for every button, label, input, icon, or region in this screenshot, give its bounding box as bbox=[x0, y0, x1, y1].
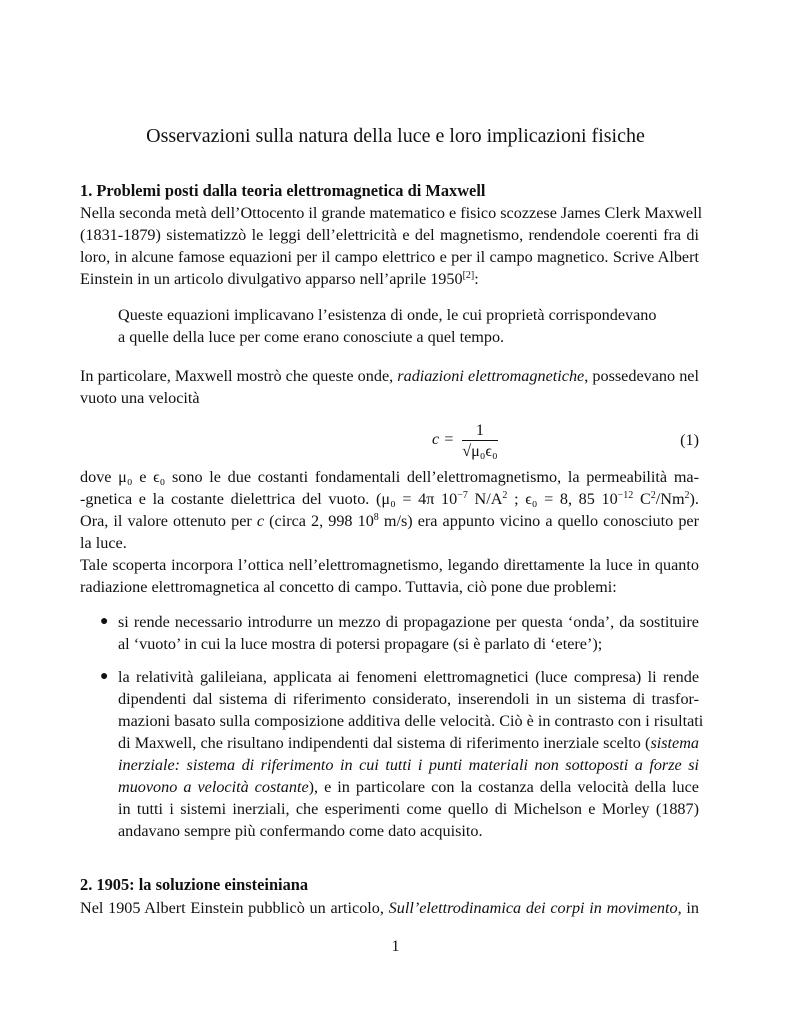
text-fragment: (circa 2, 998 10 bbox=[264, 512, 374, 530]
exponent: 8 bbox=[373, 512, 379, 523]
text-line: la relatività galileiana, applicata ai fenomeni elettromagnetici (luce compresa) li rende bbox=[118, 668, 699, 686]
exponent: −7 bbox=[457, 490, 468, 501]
text-fragment: di Maxwell, che risultano indipendenti dal sistema di riferimento inerziale scelto ( bbox=[118, 734, 651, 752]
text-line: Tale scoperta incorpora l’ottica nell’elettromagnetismo, legando direttamente la luce in quanto bbox=[80, 556, 699, 574]
text-line bbox=[80, 268, 699, 290]
section-2-heading: 2. 1905: la soluzione einsteiniana bbox=[80, 875, 309, 894]
emphasis: muovono a velocità costante bbox=[118, 778, 309, 796]
text-fragment: ). bbox=[689, 490, 699, 508]
text-line bbox=[80, 897, 699, 919]
fraction-numerator: 1 bbox=[462, 420, 497, 441]
equation-lhs: c = bbox=[432, 430, 455, 449]
exponent: 2 bbox=[684, 490, 690, 501]
text-line: dipendenti dal sistema di riferimento considerato, inserendoli in un sistema di trasfor- bbox=[118, 690, 699, 708]
text-fragment: Ora, il valore ottenuto per bbox=[80, 512, 257, 530]
text-line: si rende necessario introdurre un mezzo di propagazione per questa ‘onda’, da sostituire bbox=[118, 613, 699, 631]
text-line bbox=[118, 754, 699, 776]
fraction-denominator: √μ₀ϵ₀ bbox=[462, 442, 498, 460]
bullet-icon: ● bbox=[100, 669, 109, 684]
text-line bbox=[80, 365, 699, 387]
text-fragment: -gnetica e la costante dielettrica del vuoto. (μ₀ = 4π 10 bbox=[80, 490, 458, 508]
text-line bbox=[118, 732, 699, 754]
emphasis: sistema bbox=[650, 734, 699, 752]
emphasis: radiazioni elettromagnetiche bbox=[397, 367, 585, 385]
exponent: −12 bbox=[617, 490, 634, 501]
text-line bbox=[80, 488, 699, 510]
text-fragment: Nel 1905 Albert Einstein pubblicò un articolo, bbox=[80, 899, 389, 917]
text-fragment: In particolare, Maxwell mostrò che queste onde, bbox=[80, 367, 398, 385]
paragraph-intro bbox=[80, 202, 703, 290]
text-fragment: ), e in particolare con la costanza della velocità della luce bbox=[308, 778, 699, 796]
text-line: andavano sempre più confermando come dato acquisito. bbox=[118, 822, 483, 840]
citation-ref[interactable]: [2] bbox=[462, 270, 475, 281]
quote-line: Queste equazioni implicavano l’esistenza di onde, le cui proprietà corrispondevano bbox=[118, 306, 657, 324]
text-fragment: m/s) era appunto vicino a quello conosciuto per bbox=[378, 512, 699, 530]
paragraph-einstein bbox=[80, 897, 699, 919]
fraction bbox=[462, 420, 497, 461]
text-line: radiazione elettromagnetica al concetto di campo. Tuttavia, ciò pone due problemi: bbox=[80, 578, 617, 596]
bullet-icon: ● bbox=[100, 614, 109, 629]
text-fragment: Einstein in un articolo divulgativo apparso nell’aprile 1950 bbox=[80, 270, 463, 288]
exponent: 2 bbox=[502, 490, 508, 501]
page-number: 1 bbox=[391, 938, 400, 955]
equation-block bbox=[80, 420, 699, 468]
list-item-text bbox=[118, 666, 704, 842]
text-line: (1831-1879) sistematizzò le leggi dell’elettricità e del magnetismo, rendendole coerenti fra di bbox=[80, 226, 699, 244]
text-line: loro, in alcune famose equazioni per il campo elettrico e per il campo magnetico. Scrive Albert bbox=[80, 248, 699, 266]
article-title: Sull’elettrodinamica dei corpi in movimento bbox=[388, 899, 678, 917]
text-fragment: N/A bbox=[467, 490, 503, 508]
text-line bbox=[80, 510, 699, 532]
text-line: vuoto una velocità bbox=[80, 389, 200, 407]
exponent: 2 bbox=[650, 490, 656, 501]
text-line: dove μ₀ e ϵ₀ sono le due costanti fondamentali dell’elettromagnetismo, la permeabilità ma- bbox=[80, 468, 699, 486]
page-title: Osservazioni sulla natura della luce e loro implicazioni fisiche bbox=[146, 125, 645, 147]
text-fragment: : bbox=[474, 270, 479, 288]
section-1-heading: 1. Problemi posti dalla teoria elettromagnetica di Maxwell bbox=[80, 181, 486, 200]
paragraph-constants bbox=[80, 466, 699, 554]
quotation bbox=[118, 304, 678, 348]
text-fragment: /Nm bbox=[655, 490, 685, 508]
text-line: in tutti i sistemi inerziali, che esperimenti come quello di Michelson e Morley (1887) bbox=[118, 800, 699, 818]
text-line: la luce. bbox=[80, 534, 127, 552]
text-line bbox=[118, 776, 699, 798]
paragraph-velocity bbox=[80, 365, 699, 409]
equation-number: (1) bbox=[680, 431, 699, 449]
equation bbox=[432, 420, 498, 461]
math-var: c bbox=[256, 512, 265, 530]
text-line: Nella seconda metà dell’Ottocento il grande matematico e fisico scozzese James Clerk Maxwell bbox=[80, 204, 703, 222]
list-item-text bbox=[118, 611, 699, 655]
text-fragment: , in bbox=[677, 899, 699, 917]
text-fragment: ; ϵ₀ = 8, 85 10 bbox=[507, 490, 618, 508]
text-fragment: C bbox=[633, 490, 651, 508]
text-line: mazioni basato sulla composizione additiva delle velocità. Ciò è in contrasto con i risultati bbox=[118, 712, 704, 730]
text-line: al ‘vuoto’ in cui la luce mostra di potersi propagare (si è parlato di ‘etere’); bbox=[118, 635, 603, 653]
quote-line: a quelle della luce per come erano conosciute a quel tempo. bbox=[118, 328, 505, 346]
emphasis: inerziale: sistema di riferimento in cui tutti i punti materiali non sottoposti a forze si bbox=[118, 756, 699, 774]
paragraph-problems bbox=[80, 554, 699, 598]
text-fragment: , possedevano nel bbox=[584, 367, 699, 385]
